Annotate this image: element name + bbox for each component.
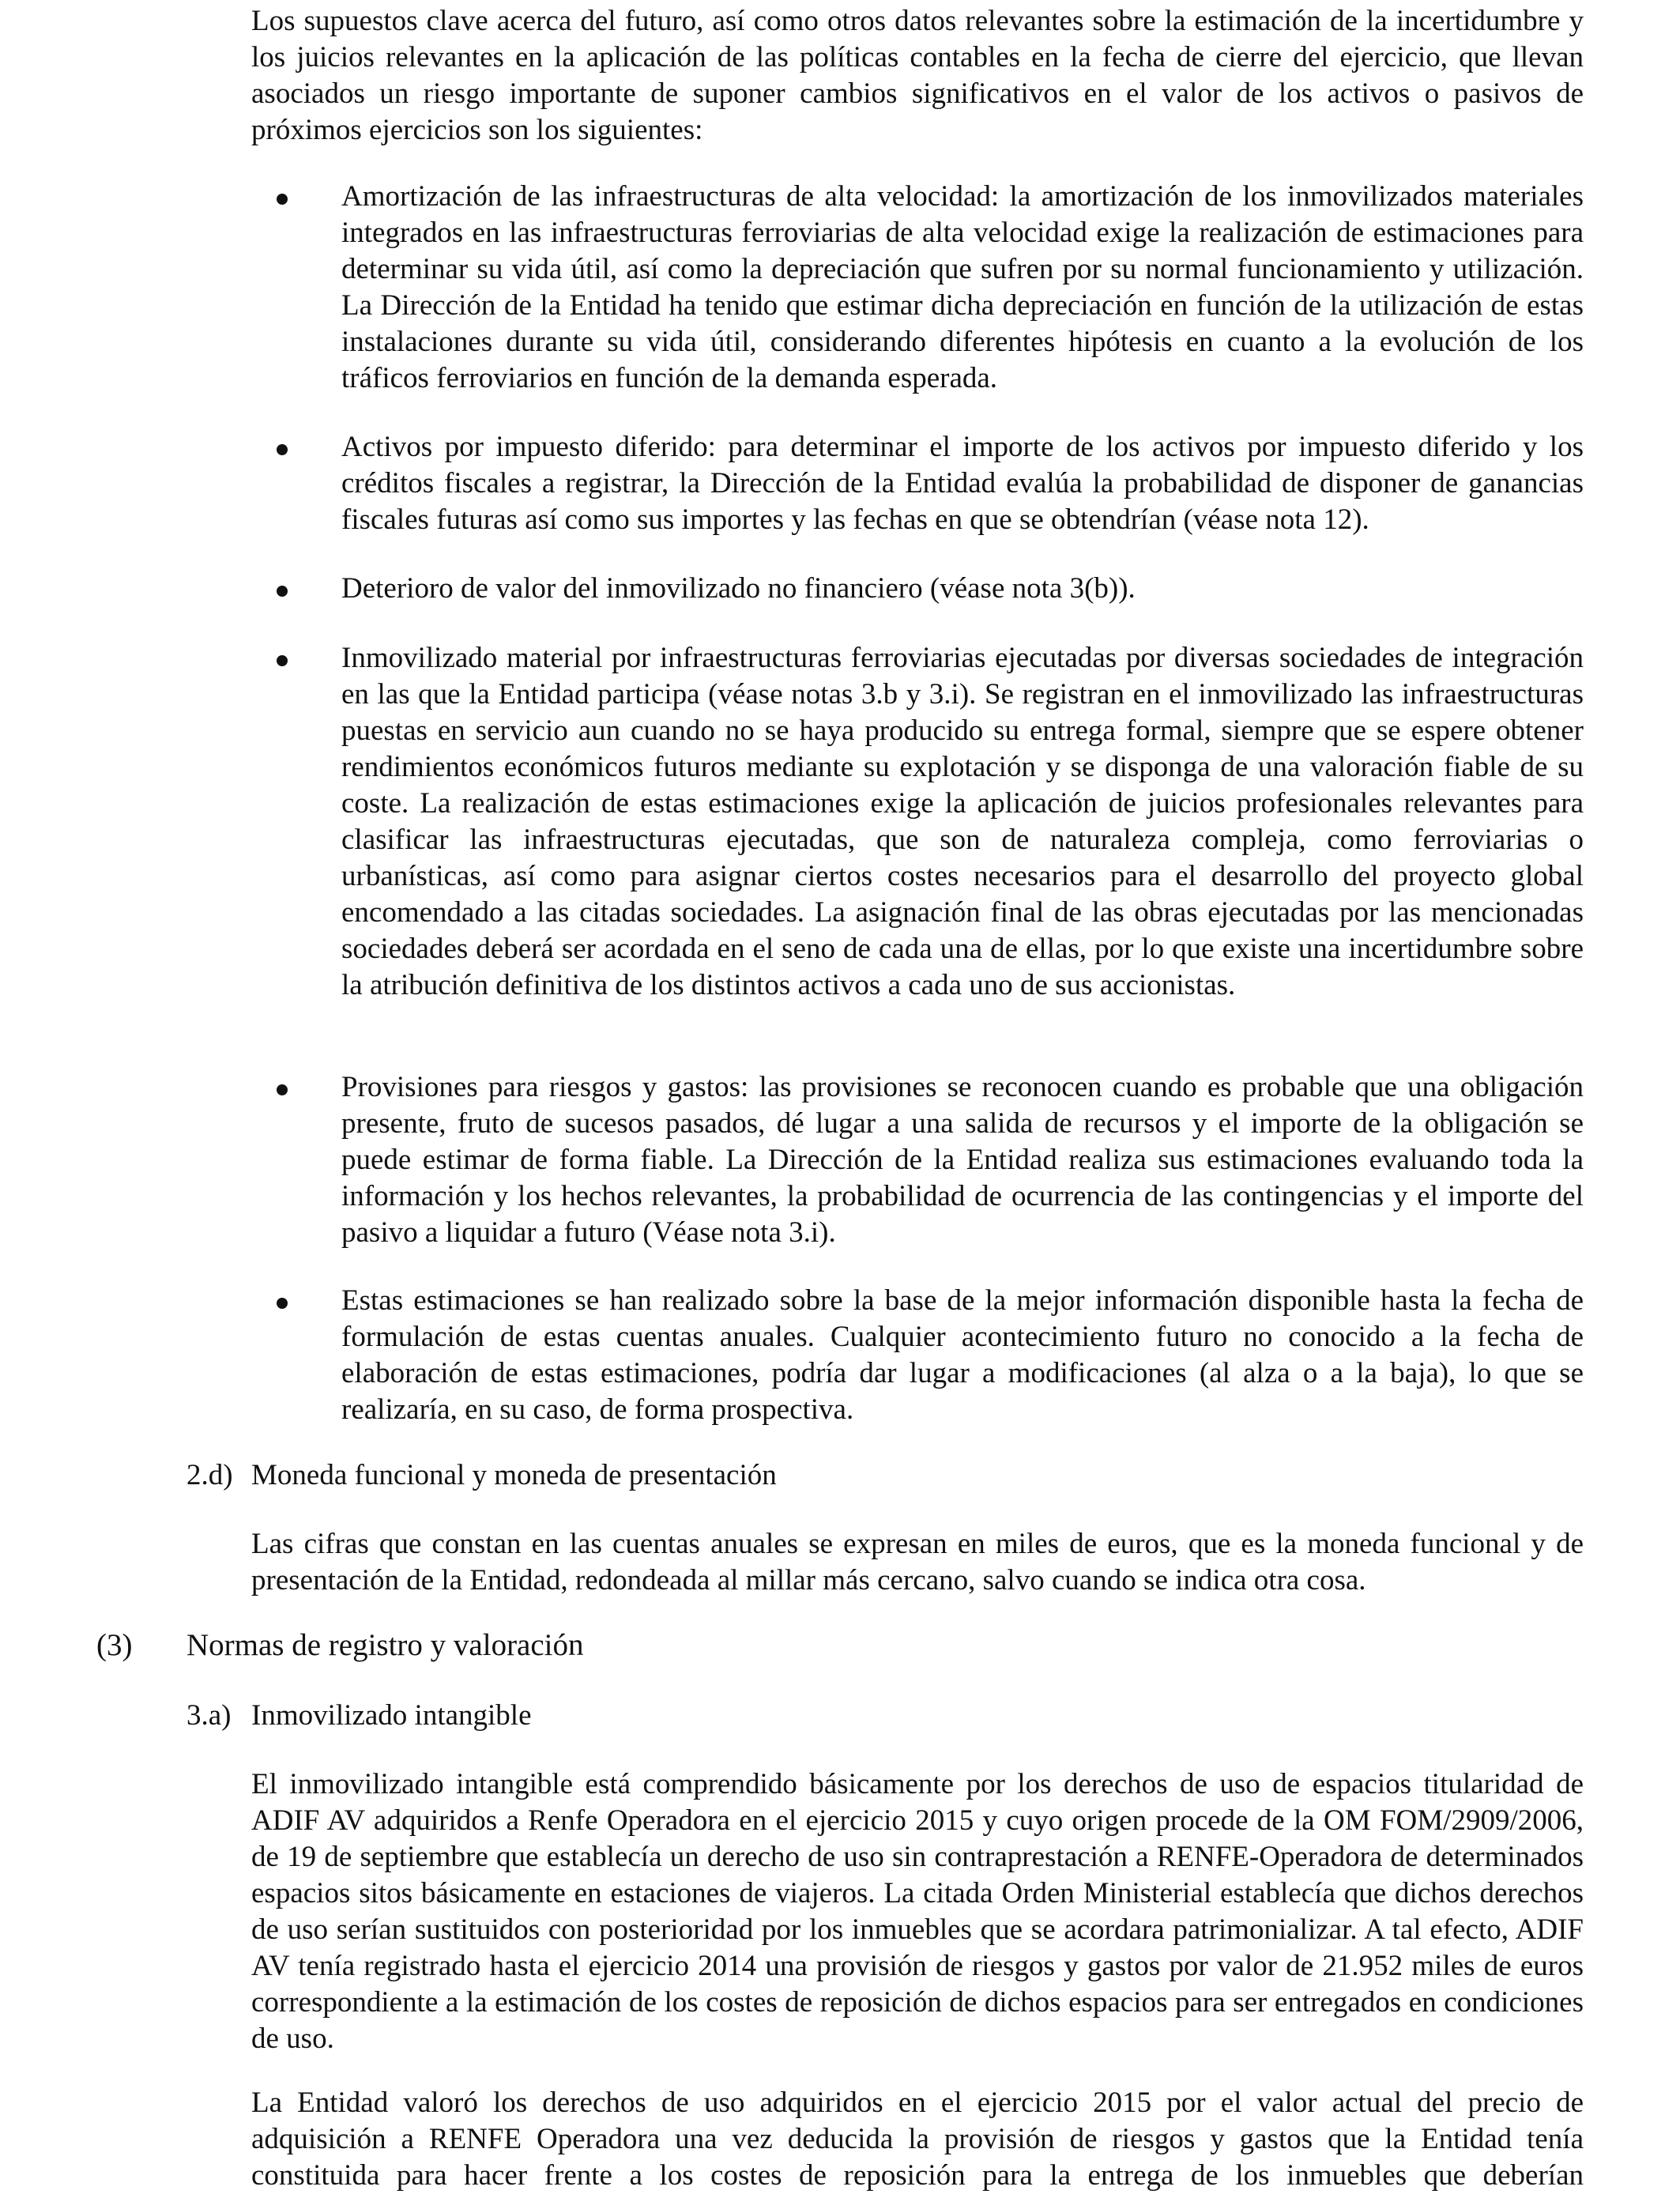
section-3-heading: [0, 1627, 1680, 1664]
section-title: Normas de registro y valoración: [186, 1628, 584, 1662]
bullet-dot-icon: [277, 655, 288, 666]
subsection-3a-paragraph-1: El inmovilizado intangible está comprendido básicamente por los derechos de uso de espacios titularidad de ADIF AV adquiridos a Renfe Operadora en el ejercicio 2015 y cuyo origen procede de la OM FOM/2909/2006, de 19 de septiembre que establecía un derecho de uso sin contraprestación a RENFE-Operadora de determinados espacios sitos básicamente en estaciones de viajeros. La citada Orden Ministerial establecía que dichos derechos de uso serían sustituidos con posterioridad por los inmuebles que se acordara patrimonializar. A tal efecto, ADIF AV tenía registrado hasta el ejercicio 2014 una provisión de riesgos y gastos por valor de 21.952 miles de euros correspondiente a la estimación de los costes de reposición de dichos espacios para ser entregados en condiciones de uso.: [251, 1768, 1584, 2055]
bullet-item-amortizacion: Amortización de las infraestructuras de alta velocidad: la amortización de los inmovilizados materiales integrados en las infraestructuras ferroviarias de alta velocidad exige la realización de estimaciones para determinar su vida útil, así como la depreciación que sufren por su normal funcionamiento y utilización. La Dirección de la Entidad ha tenido que estimar dicha depreciación en función de la utilización de estas instalaciones durante su vida útil, considerando diferentes hipótesis en cuanto a la evolución de los tráficos ferroviarios en función de la demanda esperada.: [341, 180, 1584, 394]
bullet-dot-icon: [277, 1084, 288, 1095]
bullet-dot-icon: [277, 444, 288, 455]
bullet-dot-icon: [277, 1298, 288, 1309]
bullet-item-provisiones: Provisiones para riesgos y gastos: las provisiones se reconocen cuando es probable que una obligación presente, fruto de sucesos pasados, dé lugar a una salida de recursos y el importe de la obligación se puede estimar de forma fiable. La Dirección de la Entidad realiza sus estimaciones evaluando toda la información y los hechos relevantes, la probabilidad de ocurrencia de las contingencias y el importe del pasivo a liquidar a futuro (Véase nota 3.i).: [341, 1071, 1584, 1249]
subsection-number: 2.d): [186, 1459, 233, 1491]
subsection-3a-heading: [0, 1698, 1680, 1734]
subsection-title: Moneda funcional y moneda de presentación: [251, 1459, 777, 1491]
bullet-item-deterioro: Deterioro de valor del inmovilizado no financiero (véase nota 3(b)).: [341, 572, 1136, 605]
subsection-2d-body: Las cifras que constan en las cuentas anuales se expresan en miles de euros, que es la moneda funcional y de presentación de la Entidad, redondeada al millar más cercano, salvo cuando se indica otra cosa.: [251, 1528, 1584, 1596]
intro-paragraph: Los supuestos clave acerca del futuro, así como otros datos relevantes sobre la estimación de la incertidumbre y los juicios relevantes en la aplicación de las políticas contables en la fecha de cierre del ejercicio, que llevan asociados un riesgo importante de suponer cambios significativos en el valor de los activos o pasivos de próximos ejercicios son los siguientes:: [251, 5, 1584, 146]
subsection-3a-paragraph-2: La Entidad valoró los derechos de uso adquiridos en el ejercicio 2015 por el valor actual del precio de adquisición a RENFE Operadora una vez deducida la provisión de riesgos y gastos que la Entidad tenía constituida para hacer frente a los costes de reposición para la entrega de los inmuebles que deberían: [251, 2087, 1584, 2192]
subsection-number: 3.a): [186, 1699, 232, 1732]
section-number: (3): [96, 1628, 133, 1662]
subsection-2d-heading: [0, 1457, 1680, 1494]
subsection-title: Inmovilizado intangible: [251, 1699, 532, 1732]
bullet-item-inmovilizado-material: Inmovilizado material por infraestructuras ferroviarias ejecutadas por diversas sociedades de integración en las que la Entidad participa (véase notas 3.b y 3.i). Se registran en el inmovilizado las infraestructuras puestas en servicio aun cuando no se haya producido su entrega formal, siempre que se espere obtener rendimientos económicos futuros mediante su explotación y se disponga de una valoración fiable de su coste. La realización de estas estimaciones exige la aplicación de juicios profesionales relevantes para clasificar las infraestructuras ejecutadas, que son de naturaleza compleja, como ferroviarias o urbanísticas, así como para asignar ciertos costes necesarios para el desarrollo del proyecto global encomendado a las citadas sociedades. La asignación final de las obras ejecutadas por las mencionadas sociedades deberá ser acordada en el seno de cada una de ellas, por lo que existe una incertidumbre sobre la atribución definitiva de los distintos activos a cada uno de sus accionistas.: [341, 642, 1584, 1001]
bullet-dot-icon: [277, 194, 288, 205]
bullet-dot-icon: [277, 586, 288, 597]
bullet-item-activos-impuesto: Activos por impuesto diferido: para determinar el importe de los activos por impuesto diferido y los créditos fiscales a registrar, la Dirección de la Entidad evalúa la probabilidad de disponer de ganancias fiscales futuras así como sus importes y las fechas en que se obtendrían (véase nota 12).: [341, 431, 1584, 536]
bullet-item-estimaciones: Estas estimaciones se han realizado sobre la base de la mejor información disponible hasta la fecha de formulación de estas cuentas anuales. Cualquier acontecimiento futuro no conocido a la fecha de elaboración de estas estimaciones, podría dar lugar a modificaciones (al alza o a la baja), lo que se realizaría, en su caso, de forma prospectiva.: [341, 1284, 1584, 1426]
